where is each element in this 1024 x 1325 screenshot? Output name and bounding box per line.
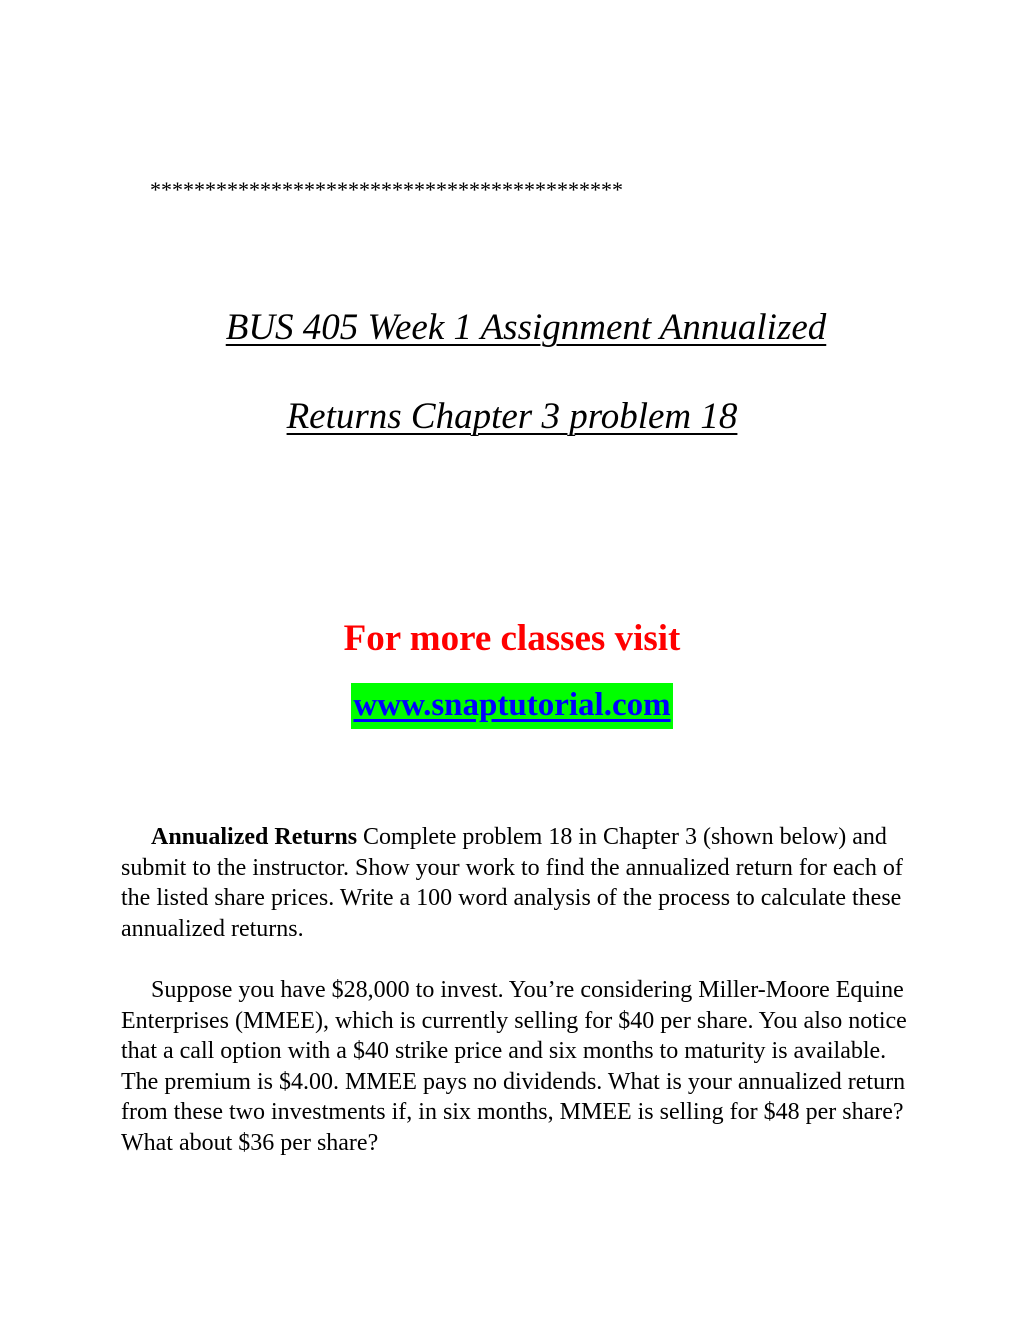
document-title-line-2: Returns Chapter 3 problem 18 (286, 396, 738, 437)
assignment-paragraph (121, 822, 911, 944)
website-link[interactable]: www.snaptutorial.com (351, 683, 672, 729)
promo-heading: For more classes visit (343, 618, 681, 659)
assignment-text: Complete problem 18 in Chapter 3 (shown below) and submit to the instructor. Show your work to find the annualized return for each of the listed share prices. Write a 100 word analysis of the process to calculate these annualized returns. (121, 824, 903, 942)
asterisk-divider: ******************************************* (150, 177, 623, 202)
promo-link-container (0, 683, 1024, 729)
problem-paragraph: Suppose you have $28,000 to invest. You’re considering Miller-Moore Equine Enterprises (MMEE), which is currently selling for $40 per share. You also notice that a call option with a $40 strike price and six months to maturity is available. The premium is $4.00. MMEE pays no dividends. What is your annualized return from these two investments if, in six months, MMEE is selling for $48 per share? What about $36 per share? (121, 977, 907, 1156)
assignment-heading: Annualized Returns (151, 824, 358, 850)
document-title-line-1: BUS 405 Week 1 Assignment Annualized (225, 307, 827, 348)
